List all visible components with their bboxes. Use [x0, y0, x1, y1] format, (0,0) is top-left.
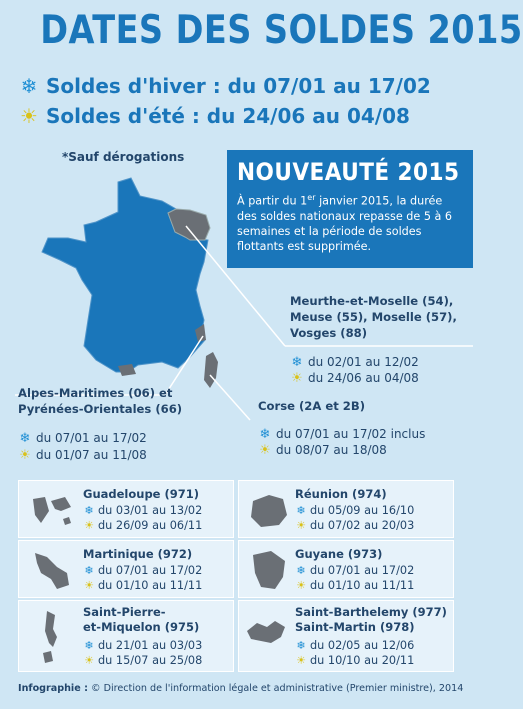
snowflake-icon: ❄	[291, 355, 303, 370]
footer-credit: Infographie : © Direction de l'information légale et administrative (Premier ministre), 2014	[18, 683, 464, 694]
snowflake-icon: ❄	[296, 564, 306, 577]
winter-sales-line	[18, 74, 431, 98]
snowflake-icon: ❄	[19, 431, 31, 446]
snowflake-icon: ❄	[84, 639, 94, 652]
snowflake-icon: ❄	[20, 74, 38, 98]
card-summer-date: ☀ du 15/07 au 25/08	[84, 654, 203, 667]
corse-winter-date: ❄ du 07/01 au 17/02 inclus	[259, 427, 426, 442]
east-summer-date: ☀ du 24/06 au 04/08	[291, 371, 419, 386]
card-winter-date: ❄ du 07/01 au 17/02	[84, 564, 203, 577]
card-winter-date: ❄ du 21/01 au 03/03	[84, 639, 203, 652]
winter-sales-label: Soldes d'hiver : du 07/01 au 17/02	[46, 74, 431, 98]
overseas-card-guadeloupe	[18, 480, 234, 538]
page-title: DATES DES SOLDES 2015	[40, 8, 523, 53]
card-name: Saint-Pierre- et-Miquelon (975)	[83, 605, 200, 634]
saint-pierre-shape-icon	[31, 607, 71, 667]
sun-icon: ☀	[19, 448, 31, 463]
snowflake-icon: ❄	[259, 427, 271, 442]
south-region-name: Alpes-Maritimes (06) et Pyrénées-Orientales (66)	[18, 386, 183, 416]
guadeloupe-shape-icon	[27, 489, 77, 531]
overseas-card-saint-pierre	[18, 600, 234, 672]
sun-icon: ☀	[291, 371, 303, 386]
sun-icon: ☀	[20, 104, 38, 128]
news-title: NOUVEAUTÉ 2015	[237, 158, 460, 186]
reunion-shape-icon	[245, 489, 291, 531]
sun-icon: ☀	[84, 654, 94, 667]
snowflake-icon: ❄	[296, 504, 306, 517]
card-name: Martinique (972)	[83, 547, 193, 561]
overseas-card-guyane	[238, 540, 454, 598]
summer-sales-line	[18, 104, 410, 128]
sun-icon: ☀	[84, 519, 94, 532]
card-summer-date: ☀ du 07/02 au 20/03	[296, 519, 415, 532]
news-body: À partir du 1er janvier 2015, la durée des soldes nationaux repasse de 5 à 6 semaines et la période de soldes flottants est supprimée.	[237, 193, 453, 253]
card-winter-date: ❄ du 03/01 au 13/02	[84, 504, 203, 517]
card-winter-date: ❄ du 02/05 au 12/06	[296, 639, 415, 652]
sun-icon: ☀	[259, 443, 271, 458]
card-name: Réunion (974)	[295, 487, 387, 501]
card-winter-date: ❄ du 05/09 au 16/10	[296, 504, 415, 517]
card-summer-date: ☀ du 01/10 au 11/11	[84, 579, 203, 592]
overseas-card-martinique	[18, 540, 234, 598]
corse-summer-date: ☀ du 08/07 au 18/08	[259, 443, 387, 458]
overseas-card-saint-barthelemy	[238, 600, 454, 672]
sun-icon: ☀	[296, 519, 306, 532]
east-region-name: Meurthe-et-Moselle (54), Meuse (55), Moselle (57), Vosges (88)	[290, 294, 457, 340]
east-winter-date: ❄ du 02/01 au 12/02	[291, 355, 419, 370]
south-winter-date: ❄ du 07/01 au 17/02	[19, 431, 147, 446]
sun-icon: ☀	[296, 579, 306, 592]
card-name: Saint-Barthelemy (977) Saint-Martin (978)	[295, 605, 447, 634]
card-name: Guyane (973)	[295, 547, 383, 561]
sun-icon: ☀	[84, 579, 94, 592]
card-name: Guadeloupe (971)	[83, 487, 199, 501]
sun-icon: ☀	[296, 654, 306, 667]
card-summer-date: ☀ du 01/10 au 11/11	[296, 579, 415, 592]
summer-sales-label: Soldes d'été : du 24/06 au 04/08	[46, 104, 410, 128]
saint-martin-shape-icon	[243, 613, 293, 653]
card-summer-date: ☀ du 10/10 au 20/11	[296, 654, 415, 667]
south-summer-date: ☀ du 01/07 au 11/08	[19, 448, 147, 463]
snowflake-icon: ❄	[84, 504, 94, 517]
guyane-shape-icon	[245, 547, 291, 593]
france-mainland-shape	[42, 178, 208, 372]
martinique-shape-icon	[27, 547, 77, 593]
overseas-card-reunion	[238, 480, 454, 538]
snowflake-icon: ❄	[296, 639, 306, 652]
card-summer-date: ☀ du 26/09 au 06/11	[84, 519, 203, 532]
card-winter-date: ❄ du 07/01 au 17/02	[296, 564, 415, 577]
snowflake-icon: ❄	[84, 564, 94, 577]
corse-region-name: Corse (2A et 2B)	[258, 399, 366, 413]
exceptions-note: *Sauf dérogations	[62, 150, 185, 164]
news-box	[227, 150, 473, 268]
